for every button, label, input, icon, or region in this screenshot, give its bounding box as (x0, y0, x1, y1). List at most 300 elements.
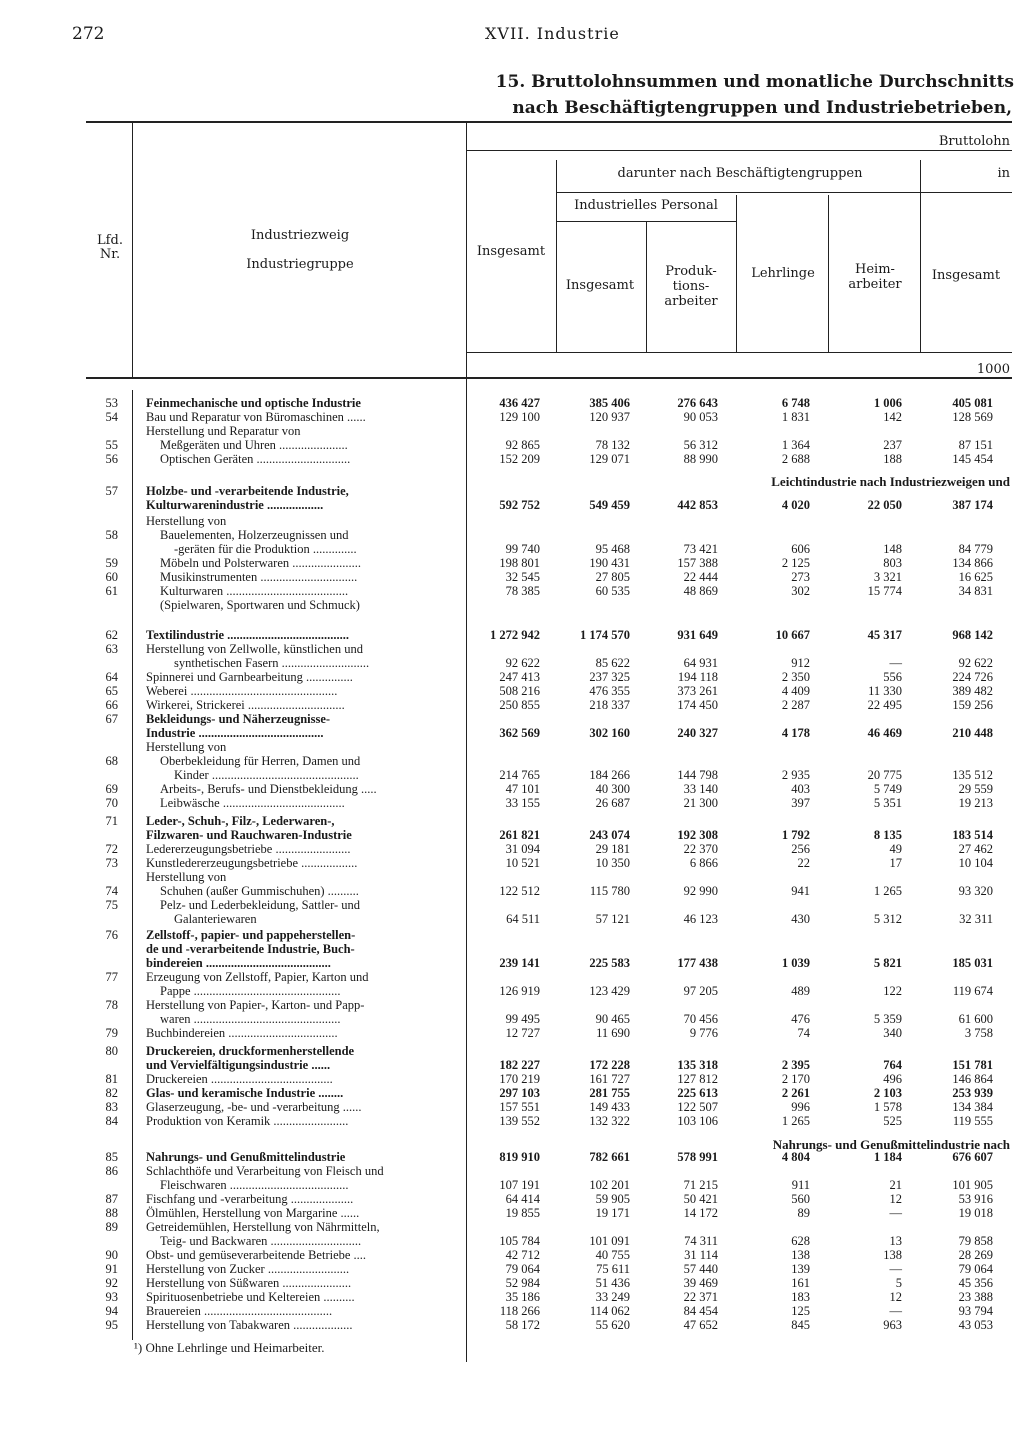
row-value: 5 312 (873, 912, 902, 926)
row-value: 22 444 (683, 570, 718, 584)
row-label: Brauereien ......................................... (146, 1304, 333, 1318)
table-row (0, 814, 1024, 828)
row-value: 19 018 (958, 1206, 993, 1220)
table-title-line-2: nach Beschäftigtengruppen und Industriebetrieben, (512, 98, 1012, 118)
row-value: 88 990 (683, 452, 718, 466)
col-divider-label (132, 122, 133, 377)
row-value: 84 454 (683, 1304, 718, 1318)
row-value: 17 (889, 856, 902, 870)
row-value: 12 (889, 1192, 902, 1206)
header-industrielles-personal: Industrielles Personal (574, 198, 718, 213)
col-divider-insgesamt (556, 160, 557, 352)
row-label: Nahrungs- und Genußmittelindustrie (146, 1150, 346, 1164)
row-value: 122 507 (677, 1100, 718, 1114)
row-value: 125 (791, 1304, 810, 1318)
row-value: 59 905 (595, 1192, 630, 1206)
row-value: 90 465 (595, 1012, 630, 1026)
row-number: 91 (105, 1262, 118, 1276)
row-number: 92 (105, 1276, 118, 1290)
row-value: 122 (883, 984, 902, 998)
header-produktionsarbeiter-3: arbeiter (664, 294, 718, 309)
table-row (0, 570, 1024, 584)
row-label: Herstellung von (146, 740, 227, 754)
footnote: ¹) Ohne Lehrlinge und Heimarbeiter. (134, 1340, 325, 1355)
row-value: 13 (889, 1234, 902, 1248)
table-row (0, 1164, 1024, 1178)
row-value: 442 853 (677, 498, 718, 512)
row-value: — (889, 1304, 902, 1318)
table-row (0, 1072, 1024, 1086)
table-row (0, 642, 1024, 656)
row-value: 19 855 (505, 1206, 540, 1220)
row-value: 276 643 (677, 396, 718, 410)
row-number: 84 (105, 1114, 118, 1128)
row-value: 55 620 (595, 1318, 630, 1332)
row-value: 42 712 (505, 1248, 540, 1262)
table-row (0, 484, 1024, 498)
row-value: 911 (791, 1178, 810, 1192)
row-number: 75 (105, 898, 118, 912)
row-number: 95 (105, 1318, 118, 1332)
row-value: 243 074 (589, 828, 630, 842)
row-number: 60 (105, 570, 118, 584)
row-value: 340 (883, 1026, 902, 1040)
table-row (0, 656, 1024, 670)
row-number: 61 (105, 584, 118, 598)
row-number: 86 (105, 1164, 118, 1178)
row-value: 99 495 (505, 1012, 540, 1026)
row-label: Fleischwaren ...................................... (160, 1178, 349, 1192)
row-value: 21 300 (683, 796, 718, 810)
row-value: 56 312 (683, 438, 718, 452)
row-value: 963 (883, 1318, 902, 1332)
table-row (0, 1192, 1024, 1206)
row-value: 33 249 (595, 1290, 630, 1304)
row-label: Bauelementen, Holzerzeugnissen und (160, 528, 349, 542)
table-row (0, 1234, 1024, 1248)
table-row (0, 842, 1024, 856)
row-value: 578 991 (677, 1150, 718, 1164)
row-number: 85 (105, 1150, 118, 1164)
row-label: waren ............................................... (160, 1012, 341, 1026)
row-label: Druckereien, druckformenherstellende (146, 1044, 355, 1058)
row-value: 93 794 (958, 1304, 993, 1318)
row-value: 78 132 (595, 438, 630, 452)
row-value: 188 (883, 452, 902, 466)
row-value: 148 (883, 542, 902, 556)
row-label: Filzwaren- und Rauchwaren-Industrie (146, 828, 352, 842)
row-number: 64 (105, 670, 118, 684)
row-value: 5 359 (873, 1012, 902, 1026)
row-value: 92 622 (958, 656, 993, 670)
row-label: Kunstledererzeugungsbetriebe .................. (146, 856, 358, 870)
section-label-nahrungsmittel: Nahrungs- und Genußmittelindustrie nach (772, 1137, 1010, 1152)
row-number: 73 (105, 856, 118, 870)
row-value: 129 071 (589, 452, 630, 466)
table-row (0, 998, 1024, 1012)
table-row (0, 396, 1024, 410)
row-value: 606 (791, 542, 810, 556)
row-value: 549 459 (589, 498, 630, 512)
row-value: 476 (791, 1012, 810, 1026)
row-value: 19 213 (958, 796, 993, 810)
row-value: 172 228 (589, 1058, 630, 1072)
row-value: 5 821 (873, 956, 902, 970)
row-value: 105 784 (499, 1234, 540, 1248)
row-value: 48 869 (683, 584, 718, 598)
row-value: 46 469 (867, 726, 902, 740)
row-value: 403 (791, 782, 810, 796)
table-row (0, 684, 1024, 698)
col-divider-prod (646, 222, 647, 352)
table-row (0, 1012, 1024, 1026)
header-in: in (997, 166, 1010, 181)
row-value: 389 482 (952, 684, 993, 698)
row-label: Herstellung von Zucker .......................... (146, 1262, 350, 1276)
row-value: 29 559 (958, 782, 993, 796)
table-row (0, 984, 1024, 998)
row-label: Holzbe- und -verarbeitende Industrie, (146, 484, 349, 498)
row-label: Industrie ........................................ (146, 726, 324, 740)
row-value: 21 (889, 1178, 902, 1192)
row-label: Ledererzeugungsbetriebe ........................ (146, 842, 351, 856)
table-row (0, 970, 1024, 984)
table-row (0, 410, 1024, 424)
row-label: Pelz- und Lederbekleidung, Sattler- und (160, 898, 361, 912)
row-value: 1 831 (781, 410, 810, 424)
row-value: 194 118 (677, 670, 718, 684)
row-value: 15 774 (867, 584, 902, 598)
row-value: 628 (791, 1234, 810, 1248)
row-value: 803 (883, 556, 902, 570)
row-value: 11 690 (596, 1026, 630, 1040)
row-value: 52 984 (505, 1276, 540, 1290)
row-value: 297 103 (499, 1086, 540, 1100)
row-value: 145 454 (952, 452, 993, 466)
row-number: 62 (105, 628, 118, 642)
row-number: 89 (105, 1220, 118, 1234)
row-value: 20 775 (867, 768, 902, 782)
row-label: Obst- und gemüseverarbeitende Betriebe .... (146, 1248, 367, 1262)
row-label: Weberei ............................................... (146, 684, 338, 698)
row-number: 68 (105, 754, 118, 768)
row-label: Produktion von Keramik ........................ (146, 1114, 349, 1128)
table-row (0, 782, 1024, 796)
row-value: 174 450 (677, 698, 718, 712)
row-number: 54 (105, 410, 118, 424)
row-value: 10 350 (595, 856, 630, 870)
table-row (0, 754, 1024, 768)
row-label: Musikinstrumenten ............................... (160, 570, 358, 584)
row-value: 476 355 (589, 684, 630, 698)
row-label: Pappe ............................................... (160, 984, 341, 998)
table-row (0, 438, 1024, 452)
row-value: 10 521 (505, 856, 540, 870)
row-value: 302 160 (589, 726, 630, 740)
row-value: 2 935 (781, 768, 810, 782)
row-value: 47 101 (505, 782, 540, 796)
row-value: 152 209 (499, 452, 540, 466)
row-number: 87 (105, 1192, 118, 1206)
row-value: 84 779 (958, 542, 993, 556)
row-value: 139 (791, 1262, 810, 1276)
table-row (0, 698, 1024, 712)
row-value: 12 727 (505, 1026, 540, 1040)
row-number: 82 (105, 1086, 118, 1100)
row-number: 88 (105, 1206, 118, 1220)
table-row (0, 956, 1024, 970)
row-value: 58 172 (505, 1318, 540, 1332)
row-value: 240 327 (677, 726, 718, 740)
row-value: 385 406 (589, 396, 630, 410)
row-value: 127 812 (677, 1072, 718, 1086)
row-label: Zellstoff-, papier- und pappeherstellen- (146, 928, 356, 942)
table-row (0, 424, 1024, 438)
row-value: 92 865 (505, 438, 540, 452)
table-row (0, 796, 1024, 810)
row-value: 103 106 (677, 1114, 718, 1128)
row-value: 10 104 (958, 856, 993, 870)
row-value: 119 674 (952, 984, 993, 998)
row-value: 95 468 (595, 542, 630, 556)
row-value: 1 578 (873, 1100, 902, 1114)
row-value: 79 064 (505, 1262, 540, 1276)
row-value: 170 219 (499, 1072, 540, 1086)
table-row (0, 1276, 1024, 1290)
row-number: 59 (105, 556, 118, 570)
row-value: 31 094 (505, 842, 540, 856)
row-value: 43 053 (958, 1318, 993, 1332)
row-label: Textilindustrie ....................................... (146, 628, 350, 642)
header-lehrlinge: Lehrlinge (751, 266, 815, 281)
header-insgesamt-right: Insgesamt (931, 268, 1001, 283)
row-label: Kinder ............................................... (174, 768, 359, 782)
row-value: 373 261 (677, 684, 718, 698)
row-label: synthetischen Fasern ............................ (174, 656, 370, 670)
row-value: 23 388 (958, 1290, 993, 1304)
row-value: 22 050 (867, 498, 902, 512)
row-label: (Spielwaren, Sportwaren und Schmuck) (160, 598, 360, 612)
row-value: 22 495 (867, 698, 902, 712)
header-insgesamt-personal: Insgesamt (565, 278, 635, 293)
row-value: 941 (791, 884, 810, 898)
row-label: bindereien ........................................ (146, 956, 331, 970)
row-value: 198 801 (499, 556, 540, 570)
table-row (0, 1206, 1024, 1220)
row-number: 78 (105, 998, 118, 1012)
row-value: 782 661 (589, 1150, 630, 1164)
chapter-heading: XVII. Industrie (485, 24, 620, 43)
row-value: 135 318 (677, 1058, 718, 1072)
row-value: 32 545 (505, 570, 540, 584)
row-value: 57 121 (595, 912, 630, 926)
row-value: 2 261 (781, 1086, 810, 1100)
row-number: 66 (105, 698, 118, 712)
row-label: und Vervielfältigungsindustrie ...... (146, 1058, 331, 1072)
row-label: Kulturwarenindustrie .................. (146, 498, 324, 512)
row-value: 508 216 (499, 684, 540, 698)
row-number: 71 (105, 814, 118, 828)
table-row (0, 556, 1024, 570)
table-row (0, 1318, 1024, 1332)
row-value: 4 178 (781, 726, 810, 740)
row-value: 192 308 (677, 828, 718, 842)
table-row (0, 712, 1024, 726)
row-value: 157 388 (677, 556, 718, 570)
row-value: 89 (797, 1206, 810, 1220)
row-value: 87 151 (958, 438, 993, 452)
row-value: 75 611 (596, 1262, 630, 1276)
table-row (0, 740, 1024, 754)
table-row (0, 452, 1024, 466)
row-value: 5 749 (873, 782, 902, 796)
row-value: 430 (791, 912, 810, 926)
row-value: 256 (791, 842, 810, 856)
row-label: Herstellung von Tabakwaren ................... (146, 1318, 353, 1332)
row-value: 115 780 (589, 884, 630, 898)
row-value: 16 625 (958, 570, 993, 584)
header-produktionsarbeiter-1: Produk- (665, 264, 717, 279)
row-value: 144 798 (677, 768, 718, 782)
row-value: 9 776 (689, 1026, 718, 1040)
row-value: 29 181 (595, 842, 630, 856)
header-unit: 1000 (976, 362, 1010, 377)
row-label: Bau und Reparatur von Büromaschinen ...... (146, 410, 366, 424)
row-value: 139 552 (499, 1114, 540, 1128)
header-produktionsarbeiter-2: tions- (672, 279, 710, 294)
row-label: Herstellung von (146, 514, 227, 528)
table-row (0, 928, 1024, 942)
col-divider-heim (828, 195, 829, 352)
row-label: Leder-, Schuh-, Filz-, Lederwaren-, (146, 814, 335, 828)
row-value: 1 792 (781, 828, 810, 842)
row-number: 83 (105, 1100, 118, 1114)
row-label: Wirkerei, Strickerei ............................... (146, 698, 345, 712)
header-bruttolohn: Bruttolohn (938, 134, 1010, 149)
row-number: 76 (105, 928, 118, 942)
row-label: Fischfang und -verarbeitung .................... (146, 1192, 354, 1206)
row-number: 55 (105, 438, 118, 452)
row-value: 45 356 (958, 1276, 993, 1290)
row-value: 149 433 (589, 1100, 630, 1114)
row-number: 67 (105, 712, 118, 726)
table-row (0, 1178, 1024, 1192)
row-number: 63 (105, 642, 118, 656)
row-value: 496 (883, 1072, 902, 1086)
row-value: 302 (791, 584, 810, 598)
row-label: Druckereien ....................................... (146, 1072, 333, 1086)
table-row (0, 584, 1024, 598)
header-nr: Nr. (99, 247, 121, 262)
row-value: 129 100 (499, 410, 540, 424)
row-label: Spirituosenbetriebe und Keltereien .......... (146, 1290, 355, 1304)
row-value: 22 371 (683, 1290, 718, 1304)
table-row (0, 1026, 1024, 1040)
row-value: 405 081 (952, 396, 993, 410)
row-label: Feinmechanische und optische Industrie (146, 396, 361, 410)
row-value: 57 440 (683, 1262, 718, 1276)
row-label: Bekleidungs- und Näherzeugnisse- (146, 712, 331, 726)
row-value: 33 155 (505, 796, 540, 810)
row-label: Leibwäsche ....................................... (160, 796, 345, 810)
header-insgesamt-total: Insgesamt (476, 244, 546, 259)
row-value: 218 337 (589, 698, 630, 712)
row-value: 182 227 (499, 1058, 540, 1072)
row-number: 74 (105, 884, 118, 898)
row-value: 79 858 (958, 1234, 993, 1248)
row-value: 19 171 (595, 1206, 630, 1220)
header-heimarbeiter-1: Heim- (855, 262, 895, 277)
row-value: 2 688 (781, 452, 810, 466)
row-value: 273 (791, 570, 810, 584)
row-value: 92 622 (505, 656, 540, 670)
row-label: Buchbindereien ................................... (146, 1026, 338, 1040)
row-value: 210 448 (952, 726, 993, 740)
table-row (0, 1150, 1024, 1164)
row-value: 138 (791, 1248, 810, 1262)
row-value: 1 265 (873, 884, 902, 898)
row-value: 14 172 (683, 1206, 718, 1220)
row-value: 22 (797, 856, 810, 870)
row-number: 77 (105, 970, 118, 984)
table-row (0, 1220, 1024, 1234)
table-row (0, 542, 1024, 556)
row-value: 1 265 (781, 1114, 810, 1128)
row-value: 97 205 (683, 984, 718, 998)
row-value: 6 866 (689, 856, 718, 870)
row-value: 5 (895, 1276, 902, 1290)
row-value: 2 287 (781, 698, 810, 712)
row-value: 35 186 (505, 1290, 540, 1304)
row-value: 556 (883, 670, 902, 684)
row-value: 560 (791, 1192, 810, 1206)
row-label: Ölmühlen, Herstellung von Margarine ...... (146, 1206, 360, 1220)
row-value: 51 436 (595, 1276, 630, 1290)
row-value: 73 421 (683, 542, 718, 556)
row-value: 845 (791, 1318, 810, 1332)
row-value: 64 414 (505, 1192, 540, 1206)
row-value: 126 919 (499, 984, 540, 998)
row-label: Meßgeräten und Uhren ...................... (160, 438, 348, 452)
row-value: 132 322 (589, 1114, 630, 1128)
row-value: 489 (791, 984, 810, 998)
row-label: Schuhen (außer Gummischuhen) .......... (160, 884, 359, 898)
table-row (0, 1100, 1024, 1114)
row-number: 80 (105, 1044, 118, 1058)
table-row (0, 670, 1024, 684)
row-value: 2 170 (781, 1072, 810, 1086)
row-value: 101 905 (952, 1178, 993, 1192)
row-value: 70 456 (683, 1012, 718, 1026)
header-industriezweig: Industriezweig (250, 228, 350, 243)
table-row (0, 1304, 1024, 1318)
row-value: 122 512 (499, 884, 540, 898)
row-value: 968 142 (952, 628, 993, 642)
row-value: 31 114 (684, 1248, 718, 1262)
row-label: Galanteriewaren (174, 912, 257, 926)
row-value: 183 (791, 1290, 810, 1304)
row-value: 64 931 (683, 656, 718, 670)
row-value: 3 758 (964, 1026, 993, 1040)
table-title-line-1: 15. Bruttolohnsummen und monatliche Durchschnitts (495, 72, 1014, 92)
row-value: 2 125 (781, 556, 810, 570)
row-value: 60 535 (595, 584, 630, 598)
row-value: 1 174 570 (580, 628, 630, 642)
row-value: 107 191 (499, 1178, 540, 1192)
section-label-leichtindustrie: Leichtindustrie nach Industriezweigen und (771, 474, 1010, 489)
table-row (0, 628, 1024, 642)
row-value: 47 652 (683, 1318, 718, 1332)
